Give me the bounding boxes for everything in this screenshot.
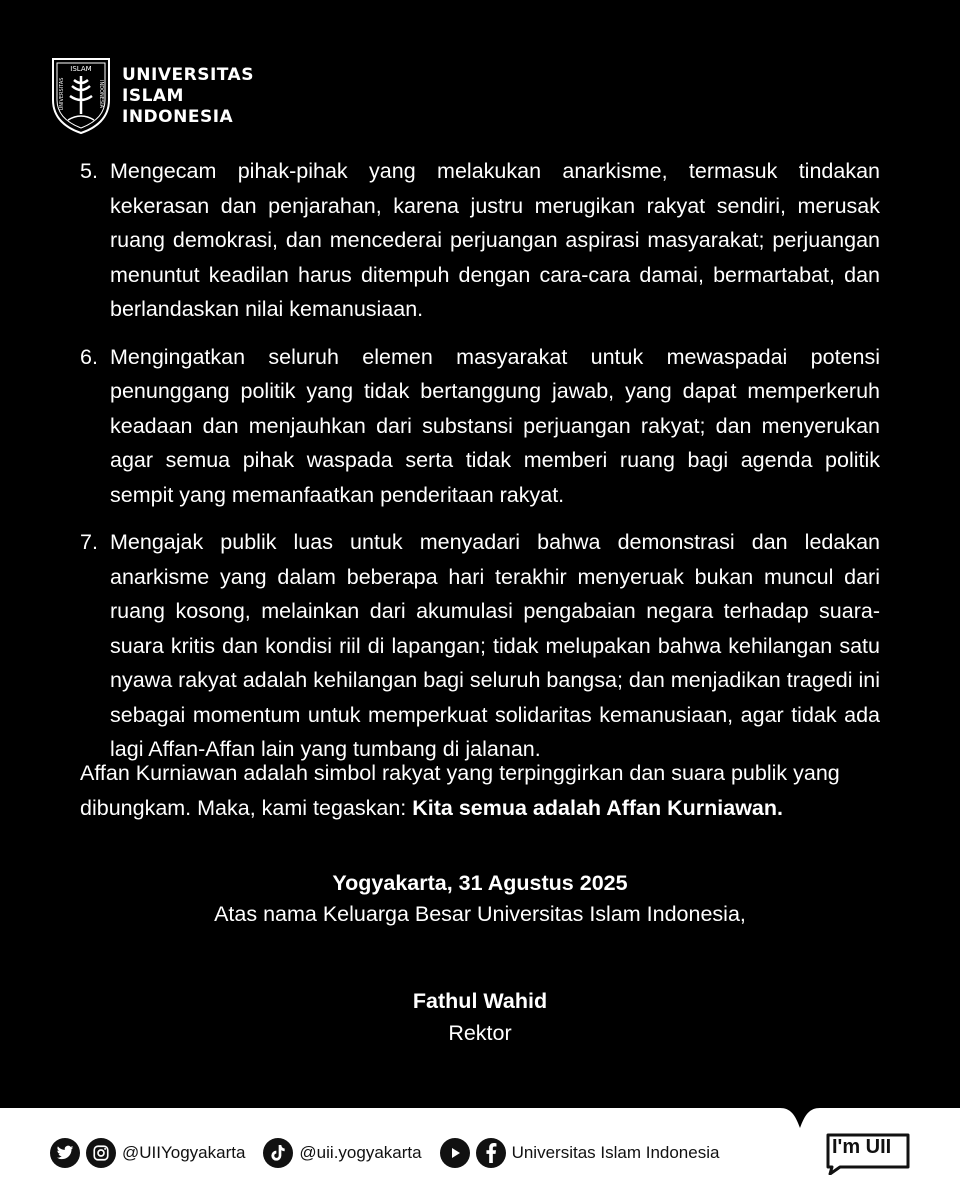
handle-twitter-instagram[interactable]: @UIIYogyakarta xyxy=(122,1143,246,1162)
tiktok-icon[interactable] xyxy=(263,1138,293,1168)
statement-list xyxy=(80,154,880,780)
closing-paragraph xyxy=(80,756,880,825)
instagram-icon[interactable] xyxy=(86,1138,116,1168)
closing-emphasis: Kita semua adalah Affan Kurniawan. xyxy=(412,795,783,820)
signatory-name: Fathul Wahid xyxy=(412,989,548,1013)
item-text: Mengingatkan seluruh elemen masyarakat untuk mewaspadai potensi penunggang politik yang tidak bertanggung jawab, yang dapat memperkeruh keadaan dan menjauhkan dari substansi perjuangan rakyat; dan menyerukan agar semua pihak waspada serta tidak memberi ruang bagi agenda politik sempit yang memanfaatkan penderitaan rakyat. xyxy=(110,344,880,507)
university-logo xyxy=(50,56,254,136)
place-date: Yogyakarta, 31 Agustus 2025 xyxy=(332,871,628,895)
item-number: 6. xyxy=(80,344,98,369)
youtube-icon[interactable] xyxy=(440,1138,470,1168)
logo-line-3: INDONESIA xyxy=(122,106,234,127)
list-item xyxy=(80,340,880,513)
svg-text:ISLAM: ISLAM xyxy=(70,65,92,73)
item-text: Mengajak publik luas untuk menyadari bahwa demonstrasi dan ledakan anarkisme yang dalam beberapa hari terakhir menyeruak bukan muncul dari ruang kosong, melainkan dari akumulasi pengabaian negara terhadap suara-suara kritis dan kondisi riil di lapangan; tidak melupakan bahwa kehilangan satu nyawa rakyat adalah kehilangan bagi seluruh bangsa; dan menjadikan tragedi ini sebagai momentum untuk memperkuat solidaritas kemanusiaan, agar tidak ada lagi Affan-Affan lain yang tumbang di jalanan. xyxy=(110,530,880,761)
logo-line-2: ISLAM xyxy=(122,85,184,106)
university-seal-icon xyxy=(50,56,112,136)
logo-line-1: UNIVERSITAS xyxy=(122,64,254,85)
signatory-role: Rektor xyxy=(448,1021,512,1045)
twitter-icon[interactable] xyxy=(50,1138,80,1168)
handle-tiktok[interactable]: @uii.yogyakarta xyxy=(299,1143,422,1162)
svg-text:INDONESIA: INDONESIA xyxy=(98,80,104,108)
list-item xyxy=(80,525,880,767)
handle-youtube-facebook[interactable]: Universitas Islam Indonesia xyxy=(511,1143,720,1162)
item-number: 7. xyxy=(80,530,98,554)
im-uii-label: I'm UII xyxy=(832,1136,892,1158)
social-links xyxy=(50,1136,737,1170)
svg-text:UNIVERSITAS: UNIVERSITAS xyxy=(59,77,65,111)
item-number: 5. xyxy=(80,159,98,183)
on-behalf-line: Atas nama Keluarga Besar Universitas Islam Indonesia, xyxy=(214,902,746,926)
item-text: Mengecam pihak-pihak yang melakukan anarkisme, termasuk tindakan kekerasan dan penjarahan, karena justru merugikan rakyat sendiri, merusak ruang demokrasi, dan mencederai perjuangan aspirasi masyarakat; perjuangan menuntut keadilan harus ditempuh dengan cara-cara damai, bermartabat, dan berlandaskan nilai kemanusiaan. xyxy=(110,159,880,321)
facebook-icon[interactable] xyxy=(476,1138,506,1168)
list-item xyxy=(80,154,880,327)
closing-text: Affan Kurniawan adalah simbol rakyat yang terpinggirkan dan suara publik yang dibungkam. Maka, kami tegaskan: xyxy=(80,761,840,820)
